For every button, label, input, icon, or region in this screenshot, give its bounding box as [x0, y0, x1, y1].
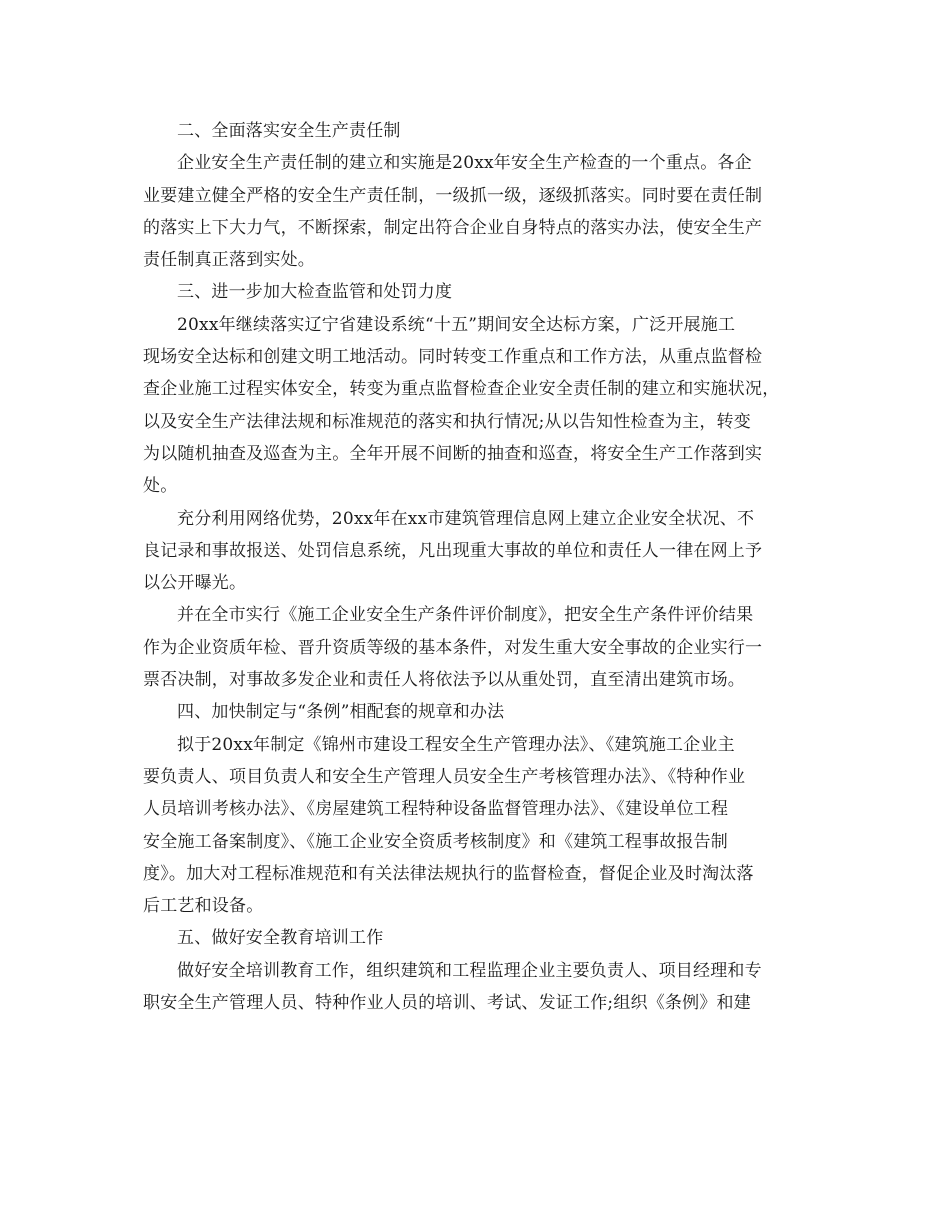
- section-heading: 五、做好安全教育培训工作: [177, 928, 384, 949]
- paragraph-line: 拟于20xx年制定《锦州市建设工程安全生产管理办法》、《建筑施工企业主: [177, 734, 735, 755]
- paragraph-line: 并在全市实行《施工企业安全生产条件评价制度》，把安全生产条件评价结果: [177, 605, 754, 626]
- paragraph-line: 作为企业资质年检、晋升资质等级的基本条件，对发生重大安全事故的企业实行一: [143, 637, 763, 658]
- paragraph-line: 查企业施工过程实体安全，转变为重点监督检查企业安全责任制的建立和实施状况，: [143, 379, 780, 400]
- paragraph-line: 企业安全生产责任制的建立和实施是20xx年安全生产检查的一个重点。各企: [177, 153, 752, 174]
- section-heading: 三、进一步加大检查监管和处罚力度: [177, 282, 453, 303]
- paragraph-line: 以公开曝光。: [143, 573, 247, 594]
- paragraph-line: 20xx年继续落实辽宁省建设系统“十五”期间安全达标方案，广泛开展施工: [177, 314, 736, 335]
- paragraph-line: 度》。加大对工程标准规范和有关法律法规执行的监督检查，督促企业及时淘汰落: [143, 863, 754, 884]
- paragraph-line: 现场安全达标和创建文明工地活动。同时转变工作重点和工作方法，从重点监督检: [143, 347, 763, 368]
- paragraph-line: 要负责人、项目负责人和安全生产管理人员安全生产考核管理办法》、《特种作业: [143, 766, 746, 787]
- paragraph-line: 良记录和事故报送、处罚信息系统，凡出现重大事故的单位和责任人一律在网上予: [143, 540, 763, 561]
- paragraph-line: 安全施工备案制度》、《施工企业安全资质考核制度》和《建筑工程事故报告制: [143, 831, 728, 852]
- paragraph-line: 处。: [143, 476, 178, 497]
- paragraph-line: 做好安全培训教育工作，组织建筑和工程监理企业主要负责人、项目经理和专: [177, 960, 762, 981]
- paragraph-line: 人员培训考核办法》、《房屋建筑工程特种设备监督管理办法》、《建设单位工程: [143, 799, 729, 820]
- section-heading: 二、全面落实安全生产责任制: [177, 121, 401, 141]
- paragraph-line: 后工艺和设备。: [143, 896, 264, 917]
- paragraph-line: 责任制真正落到实处。: [143, 250, 315, 271]
- paragraph-line: 的落实上下大力气，不断探索，制定出符合企业自身特点的落实办法，使安全生产: [143, 217, 763, 238]
- document-body: [143, 115, 813, 1019]
- paragraph-line: 为以随机抽查及巡查为主。全年开展不间断的抽查和巡查，将安全生产工作落到实: [143, 443, 763, 464]
- section-heading: 四、加快制定与“条例”相配套的规章和办法: [177, 702, 505, 723]
- paragraph-line: 以及安全生产法律法规和标准规范的落实和执行情况;从以告知性检查为主，转变: [143, 411, 751, 432]
- paragraph-line: 业要建立健全严格的安全生产责任制，一级抓一级，逐级抓落实。同时要在责任制: [143, 185, 763, 206]
- paragraph-line: 充分利用网络优势，20xx年在xx市建筑管理信息网上建立企业安全状况、不: [177, 508, 755, 529]
- paragraph-line: 职安全生产管理人员、特种作业人员的培训、考试、发证工作;组织《条例》和建: [143, 993, 751, 1014]
- paragraph-line: 票否决制，对事故多发企业和责任人将依法予以从重处罚，直至清出建筑市场。: [143, 670, 745, 691]
